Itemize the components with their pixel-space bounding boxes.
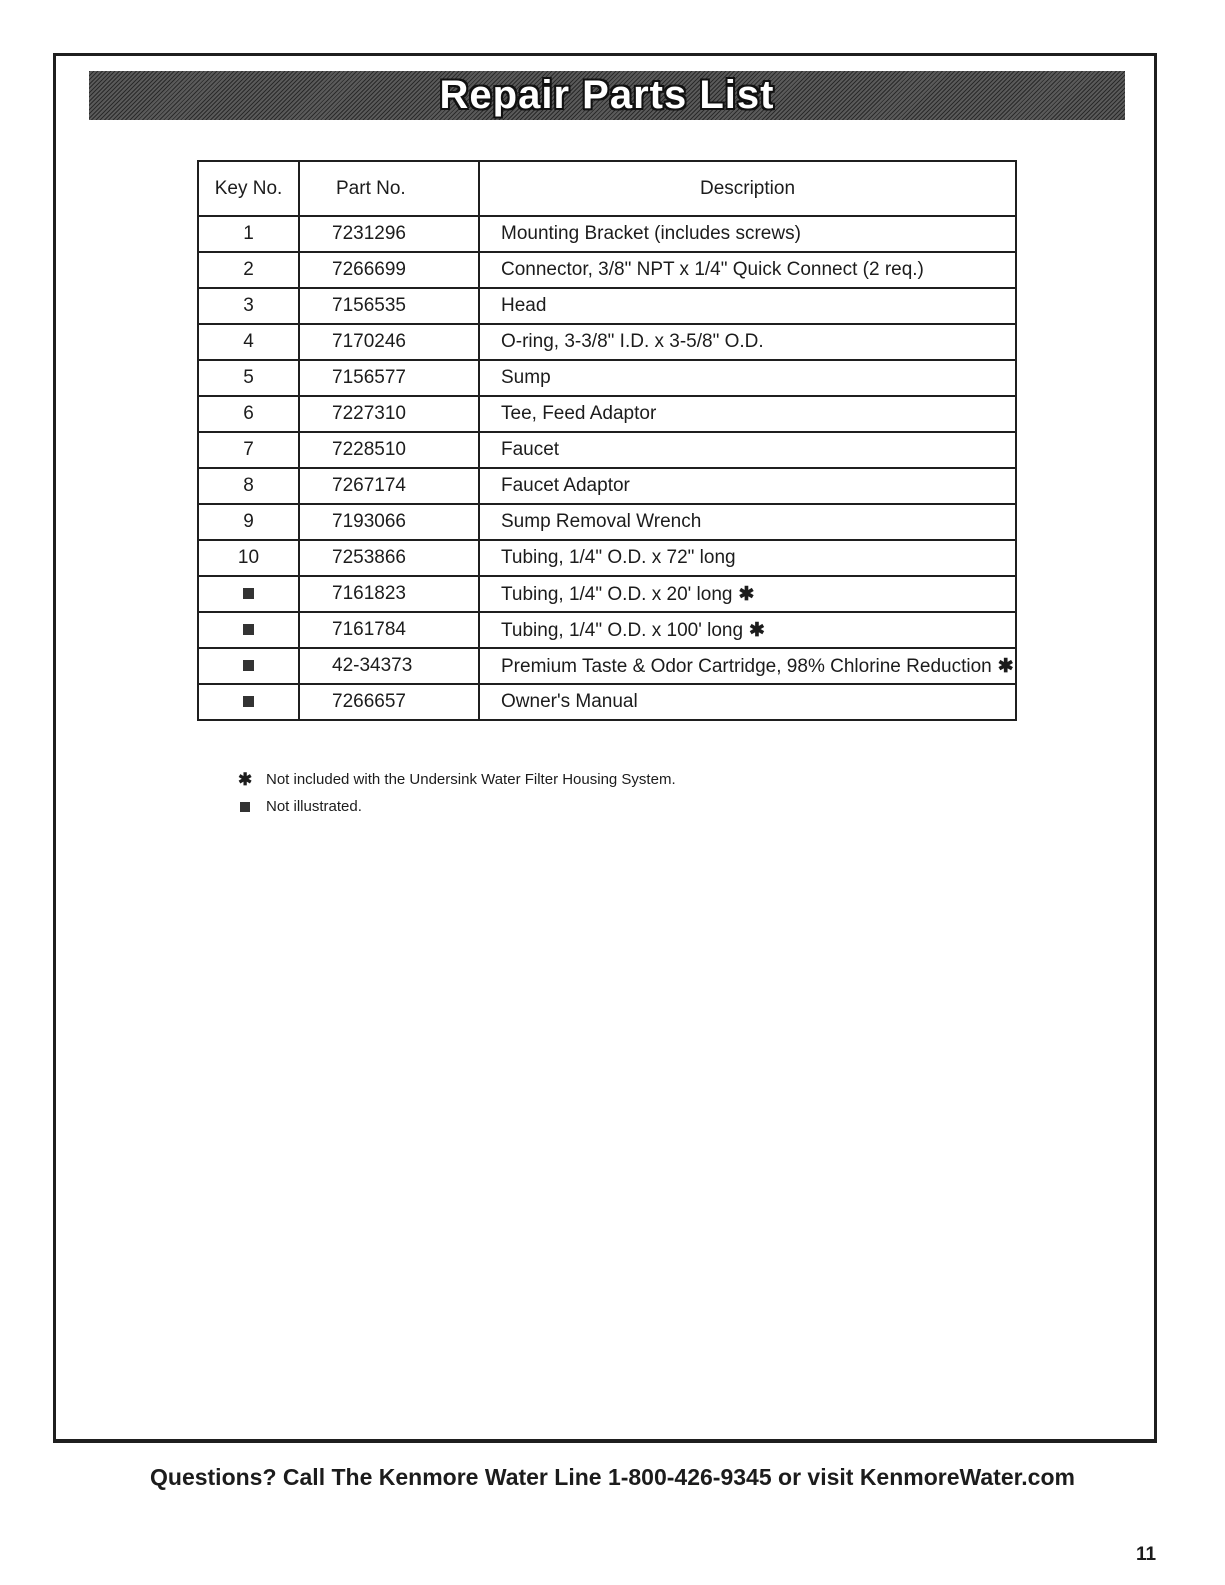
cell-description [479, 576, 1016, 612]
page-title: Repair Parts List [439, 73, 775, 117]
description-text: Faucet Adaptor [501, 475, 630, 496]
cell-key-no: 6 [198, 396, 299, 432]
description-text: Tee, Feed Adaptor [501, 403, 657, 424]
cell-key-no: 5 [198, 360, 299, 396]
column-header-part-no: Part No. [299, 161, 479, 216]
cell-description [479, 468, 1016, 504]
cell-key-no [198, 576, 299, 612]
table-row [198, 252, 1016, 288]
description-text: Tubing, 1/4" O.D. x 20' long [501, 583, 733, 605]
cell-description [479, 252, 1016, 288]
page-number: 11 [1136, 1544, 1157, 1565]
description-text: Mounting Bracket (includes screws) [501, 223, 801, 244]
cell-part-no: 7156577 [299, 360, 479, 396]
note-not-illustrated [238, 793, 676, 820]
square-bullet-icon [243, 696, 254, 707]
table-row [198, 288, 1016, 324]
cell-description [479, 612, 1016, 648]
cell-key-no [198, 612, 299, 648]
cell-key-no: 10 [198, 540, 299, 576]
cell-part-no: 42-34373 [299, 648, 479, 684]
asterisk-icon: ✱ [238, 769, 253, 789]
cell-part-no: 7267174 [299, 468, 479, 504]
table-row [198, 360, 1016, 396]
cell-description [479, 324, 1016, 360]
cell-part-no: 7266699 [299, 252, 479, 288]
description-text: Faucet [501, 439, 560, 460]
cell-part-no: 7161784 [299, 612, 479, 648]
cell-part-no: 7228510 [299, 432, 479, 468]
table-row [198, 324, 1016, 360]
description-text: Premium Taste & Odor Cartridge, 98% Chlorine Reduction [501, 655, 992, 677]
description-text: O-ring, 3-3/8" I.D. x 3-5/8" O.D. [501, 331, 764, 352]
square-bullet-icon [243, 588, 254, 599]
column-header-key-no: Key No. [198, 161, 299, 216]
cell-part-no: 7170246 [299, 324, 479, 360]
description-text: Owner's Manual [501, 691, 638, 712]
description-text: Tubing, 1/4" O.D. x 100' long [501, 619, 744, 641]
cell-description [479, 432, 1016, 468]
table-row [198, 468, 1016, 504]
repair-parts-table [197, 160, 1017, 721]
square-bullet-icon [243, 624, 254, 635]
table-row [198, 684, 1016, 720]
table-header-row [198, 161, 1016, 216]
description-text: Sump Removal Wrench [501, 511, 702, 532]
cell-part-no: 7161823 [299, 576, 479, 612]
description-text: Head [501, 295, 547, 316]
note-text: Not included with the Undersink Water Filter Housing System. [266, 771, 676, 788]
table-row [198, 216, 1016, 252]
table-row [198, 576, 1016, 612]
cell-description [479, 216, 1016, 252]
cell-key-no: 4 [198, 324, 299, 360]
title-banner [89, 71, 1125, 120]
cell-description [479, 504, 1016, 540]
cell-description [479, 684, 1016, 720]
asterisk-icon: ✱ [738, 583, 755, 605]
table-row [198, 432, 1016, 468]
cell-key-no: 9 [198, 504, 299, 540]
cell-key-no: 7 [198, 432, 299, 468]
column-header-description: Description [479, 161, 1016, 216]
note-text: Not illustrated. [266, 798, 362, 815]
asterisk-icon: ✱ [997, 655, 1014, 677]
cell-description [479, 396, 1016, 432]
cell-description [479, 288, 1016, 324]
description-text: Sump [501, 367, 551, 388]
cell-key-no: 8 [198, 468, 299, 504]
table-row [198, 612, 1016, 648]
cell-description [479, 540, 1016, 576]
cell-part-no: 7227310 [299, 396, 479, 432]
table-row [198, 648, 1016, 684]
square-bullet-icon [240, 802, 250, 812]
cell-part-no: 7266657 [299, 684, 479, 720]
cell-key-no: 1 [198, 216, 299, 252]
description-text: Tubing, 1/4" O.D. x 72" long [501, 547, 736, 568]
cell-part-no: 7231296 [299, 216, 479, 252]
cell-part-no: 7253866 [299, 540, 479, 576]
cell-key-no: 3 [198, 288, 299, 324]
cell-key-no [198, 684, 299, 720]
table-row [198, 504, 1016, 540]
footer-contact-line: Questions? Call The Kenmore Water Line 1-800-426-9345 or visit KenmoreWater.com [150, 1464, 1075, 1490]
table-row [198, 396, 1016, 432]
cell-description [479, 648, 1016, 684]
note-not-included [238, 766, 676, 793]
legend-notes [238, 766, 676, 820]
cell-description [479, 360, 1016, 396]
cell-part-no: 7156535 [299, 288, 479, 324]
asterisk-icon: ✱ [749, 619, 765, 641]
cell-key-no: 2 [198, 252, 299, 288]
cell-key-no [198, 648, 299, 684]
table-row [198, 540, 1016, 576]
square-bullet-icon [243, 660, 254, 671]
description-text: Connector, 3/8" NPT x 1/4" Quick Connect (2 req.) [501, 259, 924, 280]
cell-part-no: 7193066 [299, 504, 479, 540]
